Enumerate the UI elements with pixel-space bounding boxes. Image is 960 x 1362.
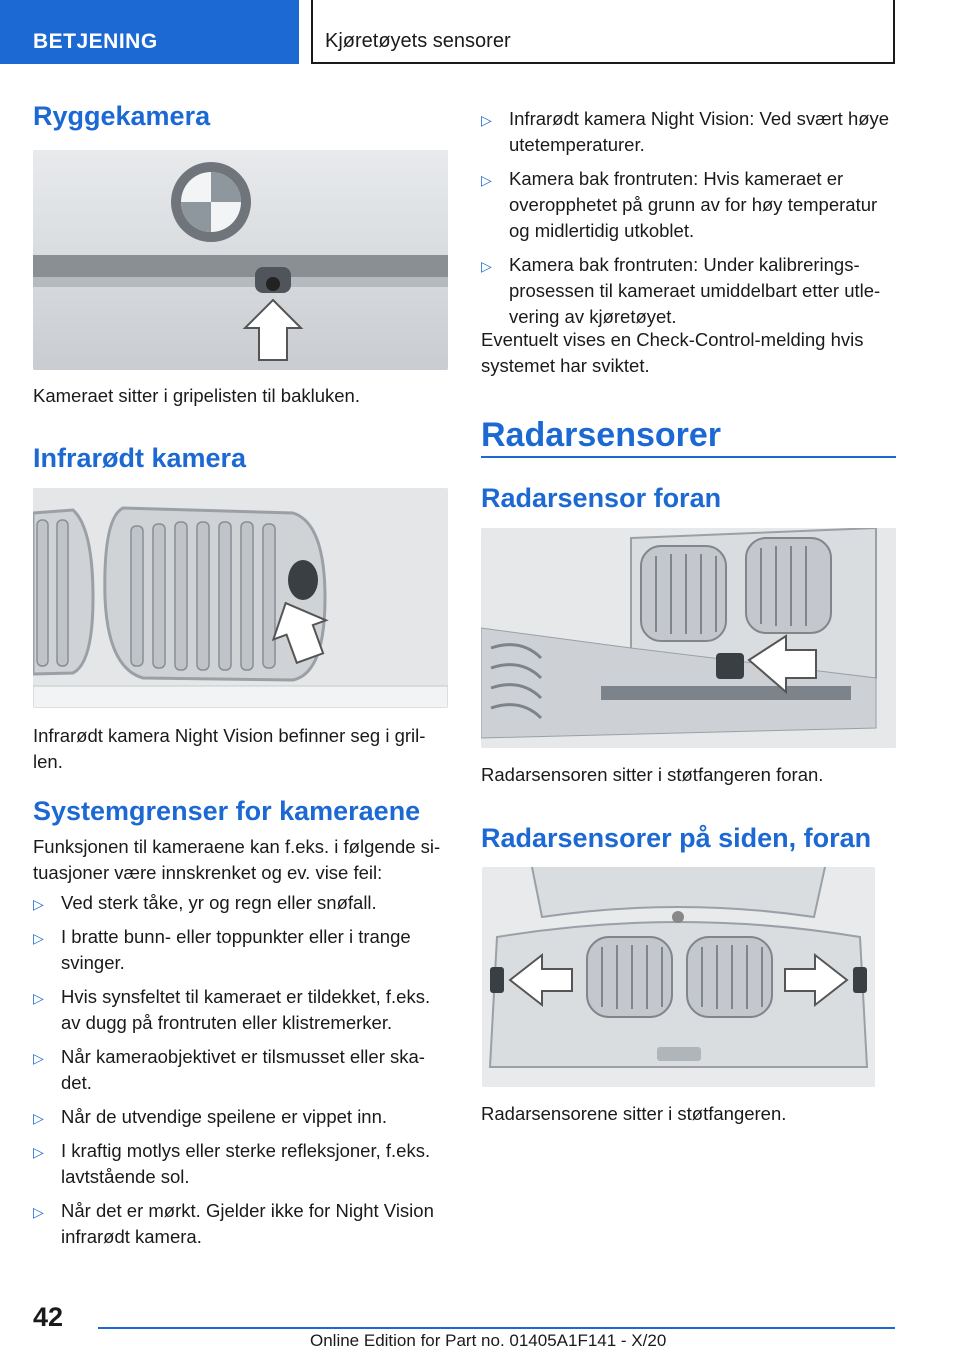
list-item: ▷ I bratte bunn- eller toppunkter eller i trange svinger. [33,926,411,973]
bullet-marker-icon: ▷ [33,896,44,912]
bullet-marker-icon: ▷ [33,1050,44,1066]
caption-radar-siden: Radarsensorene sitter i støtfangeren. [481,1103,787,1124]
bullet-marker-icon: ▷ [33,1204,44,1220]
bullet-marker-icon: ▷ [481,258,492,274]
side-radar-image [482,867,875,1087]
rear-camera-image [33,150,448,370]
caption-infrarodt: Infrarødt kamera Night Vision befinner seg i gril‐ len. [33,725,426,772]
chapter-title: Kjøretøyets sensorer [325,30,511,52]
night-vision-image [33,488,448,708]
heading-systemgrenser: Systemgrenser for kameraene [33,796,421,826]
heading-ryggekamera: Ryggekamera [33,101,211,131]
list-item: ▷ Når det er mørkt. Gjelder ikke for Night Vision infrarødt kamera. [33,1200,434,1247]
section-tab [0,0,299,64]
page-number: 42 [33,1302,64,1332]
bullet-marker-icon: ▷ [481,172,492,188]
limits-list [33,890,448,1258]
heading-radarsensorer: Radarsensorer [481,416,722,454]
bullet-marker-icon: ▷ [33,990,44,1006]
section-title: BETJENING [33,30,158,53]
list-item: ▷ Når kameraobjektivet er tilsmusset eller ska‐ det. [33,1046,425,1093]
list-item: ▷ Når de utvendige speilene er vippet inn. [33,1104,448,1130]
front-radar-image [481,528,896,748]
list-item: ▷ Infrarødt kamera Night Vision: Ved svært høye utetemperaturer. [481,108,890,155]
intro-text: Funksjonen til kameraene kan f.eks. i følgende si‐ tuasjoner være innskrenket og ev. vise feil: [33,836,441,883]
list-item: ▷ Hvis synsfeltet til kameraet er tildekket, f.eks. av dugg på frontruten eller klistremerker. [33,986,431,1033]
footer-divider [98,1327,895,1329]
list-item: ▷ I kraftig motlys eller sterke refleksjoner, f.eks. lavtstående sol. [33,1140,431,1187]
list-item: ▷ Kamera bak frontruten: Hvis kameraet er overopphetet på grunn av for høy temperatur og midlertidig utkoblet. [481,168,878,241]
heading-radar-siden: Radarsensorer på siden, foran [481,823,872,853]
bullet-marker-icon: ▷ [33,1110,44,1126]
list-item: ▷ Kamera bak frontruten: Under kalibrerings‐ prosessen til kameraet umiddelbart etter utle‐ vering av kjøretøyet. [481,254,881,327]
list-item: ▷ Ved sterk tåke, yr og regn eller snøfall. [33,890,448,916]
note-text: Eventuelt vises en Check-Control-melding hvis systemet har sviktet. [481,329,864,376]
bullet-marker-icon: ▷ [33,1144,44,1160]
bullet-marker-icon: ▷ [481,112,492,128]
heading-infrarodt: Infrarødt kamera [33,443,247,473]
heading-radar-foran: Radarsensor foran [481,483,722,513]
bullet-marker-icon: ▷ [33,930,44,946]
caption-rygge: Kameraet sitter i gripelisten til bakluken. [33,385,360,406]
limits-list-continued [481,106,896,338]
caption-radar-foran: Radarsensoren sitter i støtfangeren foran. [481,764,824,785]
chapter-tab [311,0,895,64]
section-divider [481,456,896,458]
footer-text: Online Edition for Part no. 01405A1F141 - X/20 [310,1331,667,1350]
